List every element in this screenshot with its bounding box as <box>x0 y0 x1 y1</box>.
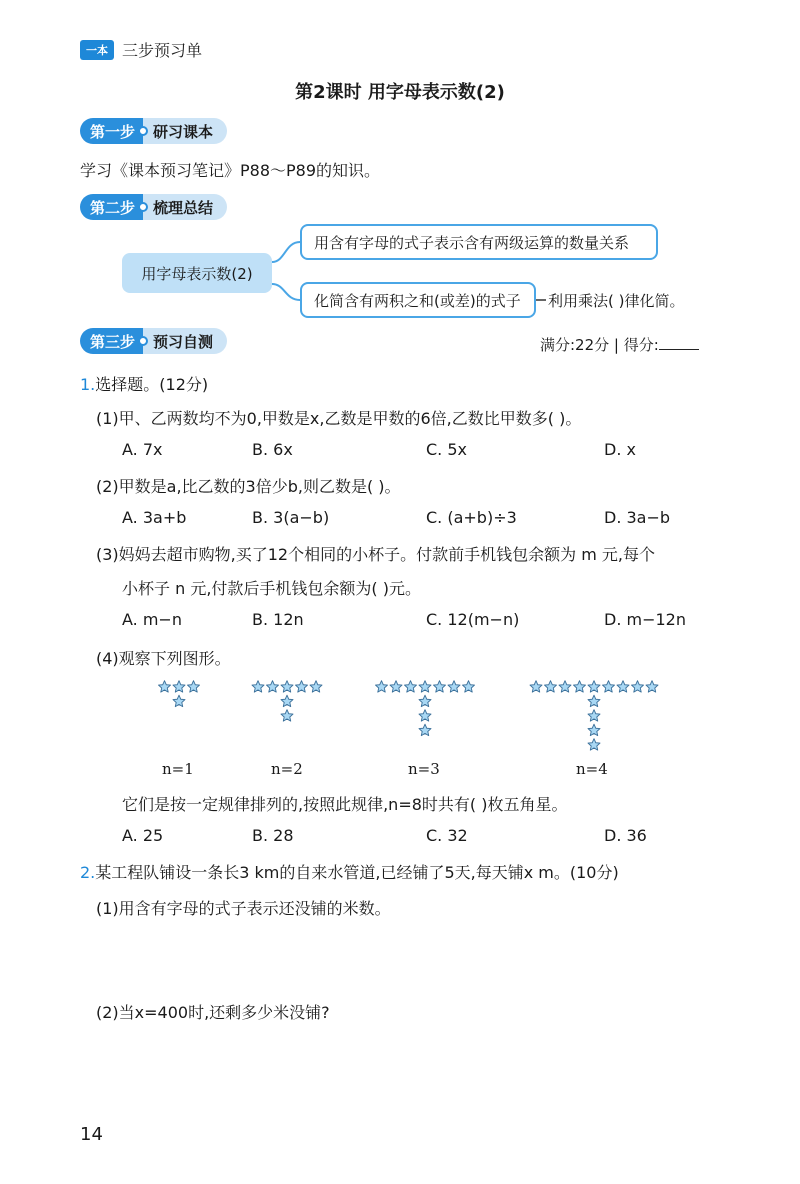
score-label: 满分:22分 | 得分: <box>540 336 659 354</box>
star-icon <box>295 681 307 692</box>
q1-s4-opt-c[interactable]: C. 32 <box>426 826 468 845</box>
q1-s4-opt-a[interactable]: A. 25 <box>122 826 164 845</box>
series-title: 三步预习单 <box>122 41 203 60</box>
mindmap-branch2: 化简含有两积之和(或差)的式子 <box>300 282 536 318</box>
star-icon <box>646 681 658 692</box>
q1-s2-opt-b[interactable]: B. 3(a−b) <box>252 508 330 527</box>
q1-s2-text: (2)甲数是a,比乙数的3倍少b,则乙数是( )。 <box>96 477 401 496</box>
step2-name: 梳理总结 <box>143 194 227 220</box>
q1-s4-question: 它们是按一定规律排列的,按照此规律,n=8时共有( )枚五角星。 <box>122 795 568 814</box>
q2-s1-text: (1)用含有字母的式子表示还没铺的米数。 <box>96 899 391 918</box>
q1-s2-opt-d[interactable]: D. 3a−b <box>604 508 671 527</box>
star-icon <box>266 681 278 692</box>
star-icon <box>544 681 556 692</box>
step-dot-icon <box>138 336 148 346</box>
star-icon <box>281 710 293 721</box>
q1-s3-opt-a[interactable]: A. m−n <box>122 610 182 629</box>
q1-s3-line2: 小杯子 n 元,付款后手机钱包余额为( )元。 <box>122 579 421 598</box>
star-icon <box>173 681 185 692</box>
q1-s3-opt-d[interactable]: D. m−12n <box>604 610 686 629</box>
star-icon <box>419 681 431 692</box>
figure-label-n3: n=3 <box>408 760 440 778</box>
star-icon <box>252 681 264 692</box>
q1-s4-opt-d[interactable]: D. 36 <box>604 826 647 845</box>
q1-s4-text: (4)观察下列图形。 <box>96 649 231 668</box>
star-icon <box>631 681 643 692</box>
q1-s1-opt-c[interactable]: C. 5x <box>426 440 467 459</box>
star-icon <box>559 681 571 692</box>
q1-s1-opt-d[interactable]: D. x <box>604 440 636 459</box>
q2-number: 2. <box>80 863 96 882</box>
star-icon <box>588 724 600 735</box>
q1-s1-opt-a[interactable]: A. 7x <box>122 440 163 459</box>
step3-name: 预习自测 <box>143 328 227 354</box>
star-icon <box>588 739 600 750</box>
brand-logo: 一本 <box>80 40 114 60</box>
star-icon <box>404 681 416 692</box>
mindmap-branch1: 用含有字母的式子表示含有两级运算的数量关系 <box>300 224 658 260</box>
q2-s2-text: (2)当x=400时,还剩多少米没铺? <box>96 1003 330 1022</box>
q1-stem-text: 选择题。(12分) <box>95 375 209 394</box>
step-dot-icon <box>138 202 148 212</box>
q1-s3-line1: (3)妈妈去超市购物,买了12个相同的小杯子。付款前手机钱包余额为 m 元,每个 <box>96 545 655 564</box>
step1-name: 研习课本 <box>143 118 227 144</box>
star-icon <box>602 681 614 692</box>
q1-s3-opt-b[interactable]: B. 12n <box>252 610 304 629</box>
star-icon <box>173 695 185 706</box>
q1-s4-opt-b[interactable]: B. 28 <box>252 826 294 845</box>
star-icon <box>281 695 293 706</box>
star-icon <box>419 710 431 721</box>
star-icon <box>462 681 474 692</box>
star-icon <box>158 681 170 692</box>
step3-number: 第三步 <box>80 328 143 354</box>
q1-s2-opt-a[interactable]: A. 3a+b <box>122 508 187 527</box>
figure-label-n1: n=1 <box>162 760 194 778</box>
star-icon <box>281 681 293 692</box>
star-icon <box>375 681 387 692</box>
page-number: 14 <box>80 1124 103 1145</box>
star-icon <box>433 681 445 692</box>
lesson-title: 第2课时 用字母表示数(2) <box>295 82 505 103</box>
star-icon <box>419 724 431 735</box>
q2-stem <box>80 860 619 883</box>
q1-s1-opt-b[interactable]: B. 6x <box>252 440 293 459</box>
star-icon <box>573 681 585 692</box>
q1-s1-text: (1)甲、乙两数均不为0,甲数是x,乙数是甲数的6倍,乙数比甲数多( )。 <box>96 409 582 428</box>
figure-label-n2: n=2 <box>271 760 303 778</box>
star-icon <box>530 681 542 692</box>
q1-s2-opt-c[interactable]: C. (a+b)÷3 <box>426 508 517 527</box>
star-icon <box>588 710 600 721</box>
star-icon <box>617 681 629 692</box>
step1-number: 第一步 <box>80 118 143 144</box>
star-icon <box>419 695 431 706</box>
mindmap-branch2-tail: 利用乘法( )律化简。 <box>548 292 685 310</box>
q1-s3-opt-c[interactable]: C. 12(m−n) <box>426 610 520 629</box>
step2-number: 第二步 <box>80 194 143 220</box>
q1-number: 1. <box>80 375 96 394</box>
star-icon <box>310 681 322 692</box>
step1-text: 学习《课本预习笔记》P88～P89的知识。 <box>80 161 381 180</box>
star-icon <box>187 681 199 692</box>
star-icon <box>588 681 600 692</box>
star-icon <box>390 681 402 692</box>
star-icon <box>588 695 600 706</box>
star-icon <box>448 681 460 692</box>
mindmap-root: 用字母表示数(2) <box>122 253 272 293</box>
step-dot-icon <box>138 126 148 136</box>
q2-stem-text: 某工程队铺设一条长3 km的自来水管道,已经铺了5天,每天铺x m。(10分) <box>95 863 619 882</box>
figure-label-n4: n=4 <box>576 760 608 778</box>
